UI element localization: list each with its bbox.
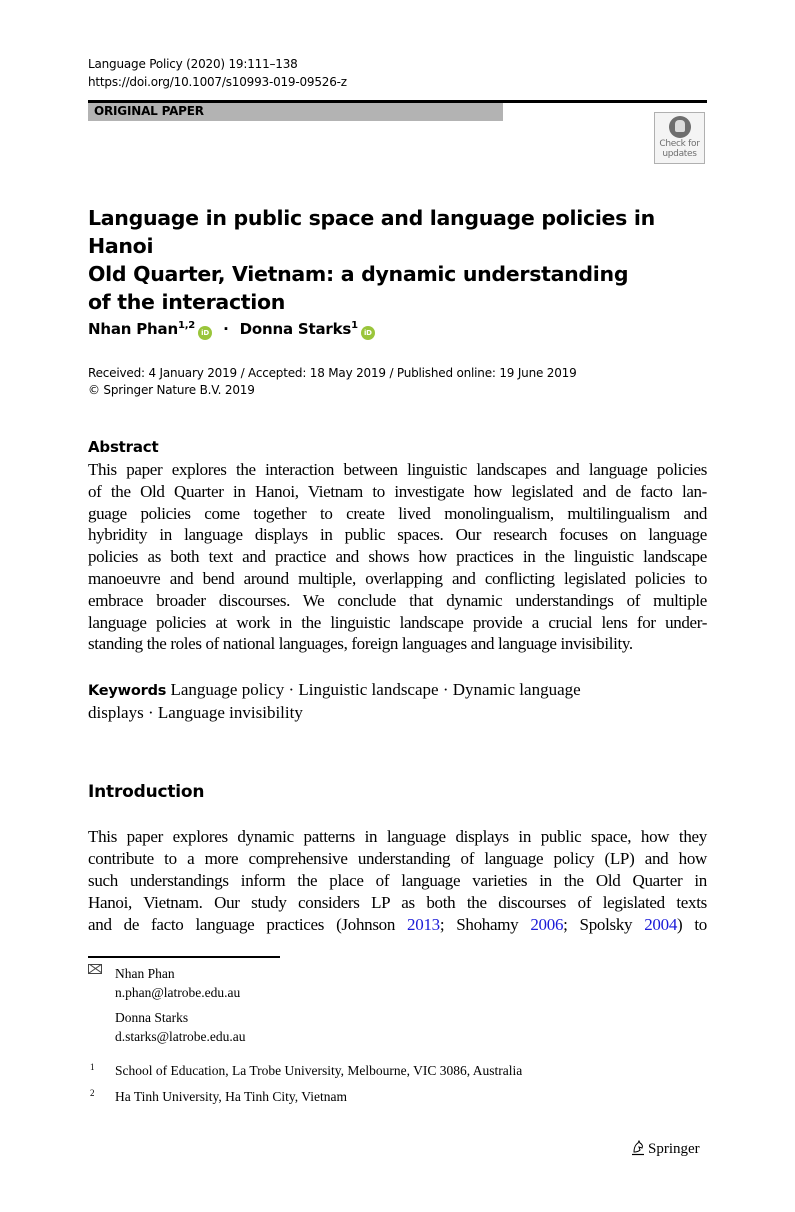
- footnote-rule: [88, 956, 280, 958]
- citation-link[interactable]: 2013: [407, 915, 440, 934]
- keywords-line: Language policy · Linguistic landscape · Dynamic language: [170, 680, 581, 699]
- correspondent-email[interactable]: d.starks@latrobe.edu.au: [115, 1029, 246, 1044]
- intro-line: contribute to a more comprehensive understanding of language policy (LP) and how: [88, 849, 707, 868]
- keywords-line: displays · Language invisibility: [88, 703, 303, 722]
- citation-link[interactable]: 2004: [644, 915, 678, 934]
- abstract-line: embrace broader discourses. We conclude that dynamic understandings of multiple: [88, 590, 707, 610]
- intro-text: ; Shohamy: [439, 915, 531, 934]
- abstract-line: language policies at work in the linguistic landscape provide a crucial lens for under-: [88, 612, 707, 632]
- citation-link[interactable]: 2006: [530, 915, 564, 934]
- title-line: Old Quarter, Vietnam: a dynamic understanding: [88, 262, 629, 286]
- affiliation-text: Ha Tinh University, Ha Tinh City, Vietnam: [115, 1089, 347, 1104]
- author-name[interactable]: Donna Starks: [239, 320, 352, 338]
- introduction-text: [88, 826, 707, 936]
- journal-citation: Language Policy (2020) 19:111–138: [88, 57, 298, 71]
- orcid-icon[interactable]: iD: [361, 326, 375, 340]
- footnotes: [88, 964, 522, 1106]
- doi-link[interactable]: https://doi.org/10.1007/s10993-019-09526-z: [88, 75, 347, 89]
- publisher-name: Springer: [648, 1141, 700, 1157]
- abstract-line: hybridity in language displays in public spaces. Our research focuses on language: [88, 525, 707, 545]
- article-type-label: ORIGINAL PAPER: [94, 104, 204, 118]
- correspondent-name: Donna Starks: [115, 1010, 189, 1025]
- intro-line: such understandings inform the place of language varieties in the Old Quarter in: [88, 871, 707, 890]
- abstract-line: of the Old Quarter in Hanoi, Vietnam to investigate how legislated and de facto lan-: [88, 481, 707, 501]
- author-affiliation-mark: 1: [351, 320, 358, 331]
- intro-text: and de facto language practices (Johnson: [88, 915, 408, 934]
- author-separator: ·: [223, 320, 229, 338]
- introduction-heading: Introduction: [88, 782, 205, 802]
- affiliation-text: School of Education, La Trobe University, Melbourne, VIC 3086, Australia: [115, 1063, 523, 1078]
- keywords-label: Keywords: [88, 683, 167, 699]
- intro-text: ) to: [677, 915, 707, 934]
- affiliation-number: 1: [90, 1062, 95, 1072]
- springer-horse-icon: [631, 1140, 645, 1156]
- abstract-line: policies as both text and practice and shows how practices in the linguistic landscape: [88, 547, 707, 567]
- journal-header: [88, 55, 347, 91]
- copyright: © Springer Nature B.V. 2019: [88, 383, 255, 397]
- affiliation-entry: [88, 1087, 522, 1106]
- check-updates-line1: Check for: [659, 139, 700, 149]
- article-type-bar: [88, 103, 503, 121]
- abstract-heading: Abstract: [88, 438, 159, 456]
- abstract-text: [88, 459, 707, 655]
- intro-text: ; Spolsky: [563, 915, 645, 934]
- title-line: Language in public space and language policies in Hanoi: [88, 206, 655, 258]
- publisher-logo: [631, 1140, 700, 1158]
- intro-line: [88, 914, 707, 936]
- intro-line: Hanoi, Vietnam. Our study considers LP as both the discourses of legislated texts: [88, 893, 707, 912]
- abstract-line: This paper explores the interaction between linguistic landscapes and language policies: [88, 460, 707, 479]
- envelope-icon: [88, 964, 102, 974]
- orcid-icon[interactable]: iD: [198, 326, 212, 340]
- author-list: [88, 314, 375, 341]
- bookmark-icon: [669, 116, 691, 138]
- affiliation-number: 2: [90, 1088, 95, 1098]
- correspondent-name: Nhan Phan: [115, 966, 175, 981]
- check-updates-line2: updates: [662, 149, 697, 159]
- correspondence-entry: [88, 964, 522, 1002]
- intro-line: This paper explores dynamic patterns in language displays in public space, how they: [88, 827, 707, 846]
- publication-dates: [88, 365, 577, 399]
- abstract-line: manoeuvre and bend around multiple, overlapping and conflicting legislated policies to: [88, 568, 707, 588]
- affiliation-entry: [88, 1061, 522, 1080]
- keywords: [88, 679, 648, 724]
- correspondence-entry: [88, 1008, 522, 1046]
- abstract-line: standing the roles of national languages, foreign languages and language invisibility.: [88, 634, 633, 654]
- author-affiliation-mark: 1,2: [177, 320, 196, 331]
- correspondent-email[interactable]: n.phan@latrobe.edu.au: [115, 985, 241, 1000]
- article-title: [88, 204, 688, 316]
- history-dates: Received: 4 January 2019 / Accepted: 18 May 2019 / Published online: 19 June 2019: [88, 366, 577, 380]
- author-name[interactable]: Nhan Phan: [88, 320, 178, 338]
- abstract-line: guage policies come together to create lived monolingualism, multilingualism and: [88, 503, 707, 523]
- title-line: of the interaction: [88, 290, 286, 314]
- check-for-updates-button[interactable]: [654, 112, 705, 164]
